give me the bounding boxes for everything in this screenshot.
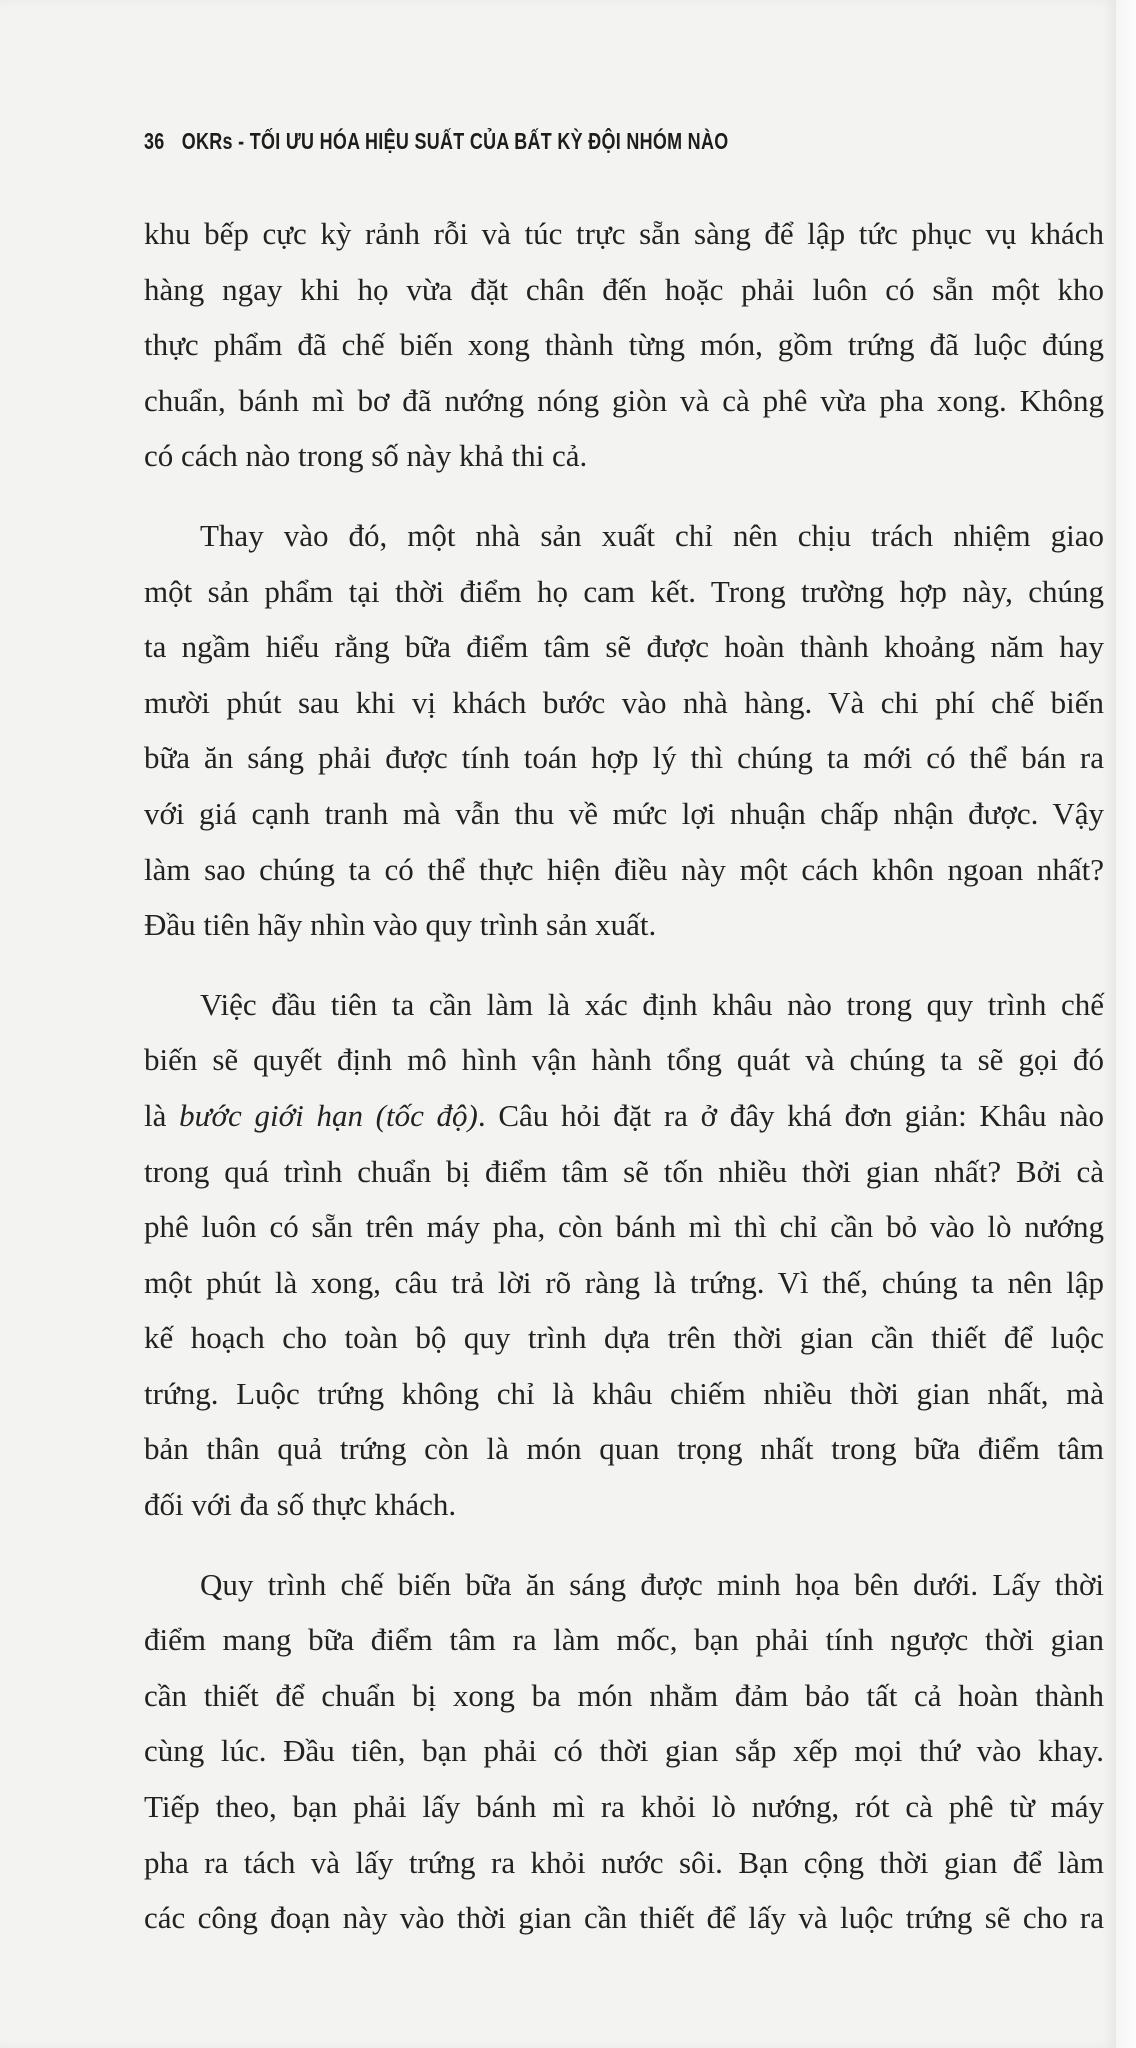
text-line: biến sẽ quyết định mô hình vận hành tổng quát và chúng ta sẽ gọi đó	[144, 1042, 1104, 1078]
body-text	[144, 206, 1104, 1946]
text-line: đối với đa số thực khách.	[144, 1487, 457, 1523]
text-line: Đầu tiên hãy nhìn vào quy trình sản xuất.	[144, 907, 657, 943]
text-line: Quy trình chế biến bữa ăn sáng được minh họa bên dưới. Lấy thời	[200, 1566, 1104, 1602]
text-line: một sản phẩm tại thời điểm họ cam kết. Trong trường hợp này, chúng	[144, 573, 1104, 609]
text-line: ta ngầm hiểu rằng bữa điểm tâm sẽ được hoàn thành khoảng năm hay	[144, 629, 1104, 665]
page-edge	[1116, 0, 1136, 2048]
text-line: Thay vào đó, một nhà sản xuất chỉ nên chịu trách nhiệm giao	[200, 517, 1104, 553]
text-line: Việc đầu tiên ta cần làm là xác định khâu nào trong quy trình chế	[200, 986, 1104, 1022]
text-line: hàng ngay khi họ vừa đặt chân đến hoặc phải luôn có sẵn một kho	[144, 271, 1104, 307]
text-line: làm sao chúng ta có thể thực hiện điều này một cách khôn ngoan nhất?	[144, 851, 1104, 887]
text-line: chuẩn, bánh mì bơ đã nướng nóng giòn và cà phê vừa pha xong. Không	[144, 382, 1104, 418]
text-line: trong quá trình chuẩn bị điểm tâm sẽ tốn nhiều thời gian nhất? Bởi cà	[144, 1153, 1104, 1189]
text-line: phê luôn có sẵn trên máy pha, còn bánh mì thì chỉ cần bỏ vào lò nướng	[144, 1209, 1104, 1245]
running-title: OKRs - TỐI ƯU HÓA HIỆU SUẤT CỦA BẤT KỲ ĐỘI NHÓM NÀO	[181, 128, 729, 154]
text-line: mười phút sau khi vị khách bước vào nhà hàng. Và chi phí chế biến	[144, 684, 1104, 720]
page-number: 36	[144, 128, 165, 154]
text-line: pha ra tách và lấy trứng ra khỏi nước sôi. Bạn cộng thời gian để làm	[144, 1844, 1104, 1880]
text-line: bản thân quả trứng còn là món quan trọng nhất trong bữa điểm tâm	[144, 1431, 1104, 1467]
paragraph	[144, 1557, 1104, 1946]
text-line: thực phẩm đã chế biến xong thành từng món, gồm trứng đã luộc đúng	[144, 327, 1104, 363]
text-line: kế hoạch cho toàn bộ quy trình dựa trên thời gian cần thiết để luộc	[144, 1320, 1104, 1356]
text-line: Tiếp theo, bạn phải lấy bánh mì ra khỏi lò nướng, rót cà phê từ máy	[144, 1789, 1104, 1825]
paragraph	[144, 206, 1104, 484]
text-line: có cách nào trong số này khả thi cả.	[144, 438, 588, 474]
text-line: với giá cạnh tranh mà vẫn thu về mức lợi nhuận chấp nhận được. Vậy	[144, 795, 1104, 831]
text-line: khu bếp cực kỳ rảnh rỗi và túc trực sẵn sàng để lập tức phục vụ khách	[144, 216, 1104, 251]
text-fragment: . Câu hỏi đặt ra ở đây khá đơn giản: Khâu nào	[477, 1097, 1105, 1133]
text-line: các công đoạn này vào thời gian cần thiết để lấy và luộc trứng sẽ cho ra	[144, 1900, 1104, 1936]
text-line: bữa ăn sáng phải được tính toán hợp lý thì chúng ta mới có thể bán ra	[144, 740, 1104, 776]
text-line: điểm mang bữa điểm tâm ra làm mốc, bạn phải tính ngược thời gian	[144, 1622, 1104, 1658]
text-line: cần thiết để chuẩn bị xong ba món nhằm đảm bảo tất cả hoàn thành	[144, 1677, 1104, 1713]
text-line-with-italic	[144, 1088, 1104, 1144]
italic-term: bước giới hạn (tốc độ)	[179, 1097, 478, 1133]
paragraph	[144, 977, 1104, 1533]
text-line: cùng lúc. Đầu tiên, bạn phải có thời gian sắp xếp mọi thứ vào khay.	[144, 1733, 1104, 1769]
paragraph	[144, 508, 1104, 953]
text-line: trứng. Luộc trứng không chỉ là khâu chiếm nhiều thời gian nhất, mà	[144, 1375, 1104, 1411]
text-fragment: là	[144, 1097, 180, 1133]
text-line: một phút là xong, câu trả lời rõ ràng là trứng. Vì thế, chúng ta nên lập	[144, 1264, 1104, 1300]
running-header	[144, 128, 728, 155]
